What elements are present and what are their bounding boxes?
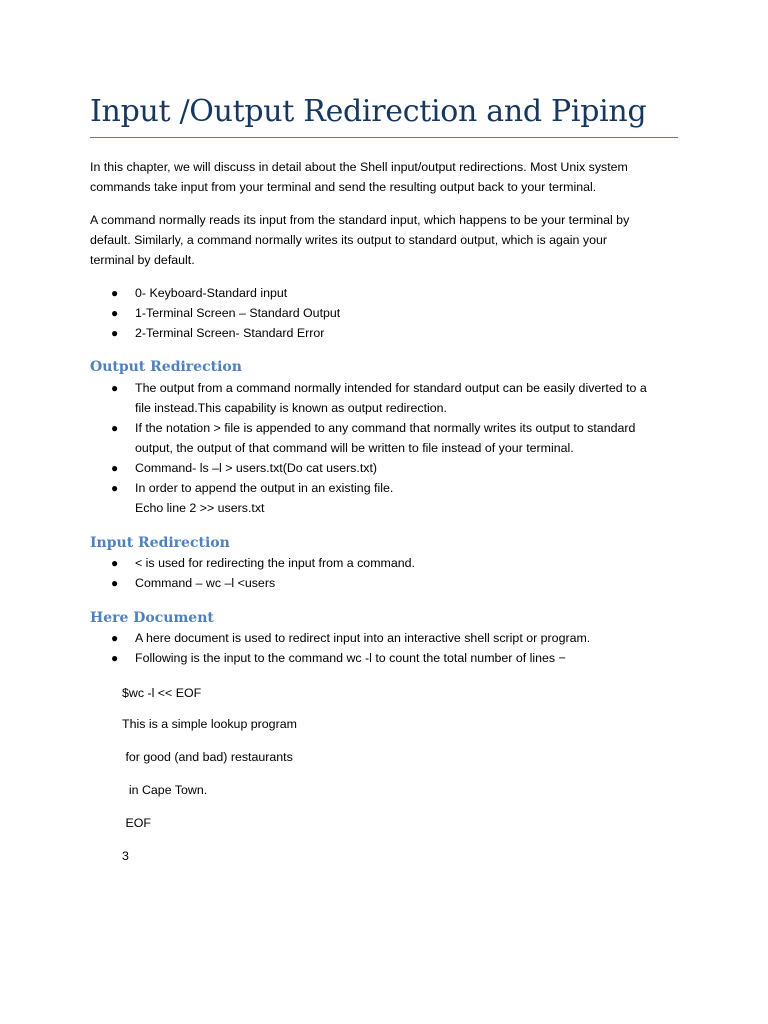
- list-item-text: The output from a command normally intended for standard output can be easily diverted to a: [135, 381, 647, 395]
- list-item: [90, 303, 680, 323]
- list-item: [90, 628, 680, 648]
- list-item: [90, 458, 680, 478]
- bullet-icon: ●: [111, 631, 119, 645]
- intro-paragraph-1: [90, 157, 670, 197]
- bullet-icon: ●: [111, 326, 119, 340]
- output-redirection-list: [90, 378, 680, 518]
- bullet-icon: ●: [111, 381, 119, 395]
- list-item: [90, 648, 680, 668]
- list-item-text: A here document is used to redirect input into an interactive shell script or program.: [135, 631, 591, 645]
- section-heading-here-document: Here Document: [90, 610, 214, 626]
- section-heading-input-redirection: Input Redirection: [90, 535, 230, 551]
- stream-list: [90, 283, 680, 343]
- intro-paragraph-2-line: terminal by default.: [90, 253, 195, 267]
- list-item: [90, 553, 680, 573]
- list-item-text: Command- ls –l > users.txt(Do cat users.txt): [135, 461, 378, 475]
- bullet-icon: ●: [111, 306, 119, 320]
- intro-paragraph-2-line: A command normally reads its input from the standard input, which happens to be your terminal by: [90, 213, 630, 227]
- title-underline: [90, 137, 678, 138]
- code-line: This is a simple lookup program: [122, 717, 297, 731]
- list-item-text: Following is the input to the command wc -l to count the total number of lines −: [135, 651, 566, 665]
- list-item: [90, 478, 680, 518]
- bullet-icon: ●: [111, 461, 119, 475]
- bullet-icon: ●: [111, 651, 119, 665]
- list-item-text: Echo line 2 >> users.txt: [135, 501, 265, 515]
- code-line: for good (and bad) restaurants: [122, 750, 293, 764]
- list-item-text: < is used for redirecting the input from a command.: [135, 556, 415, 570]
- code-line: 3: [122, 849, 129, 863]
- bullet-icon: ●: [111, 421, 119, 435]
- input-redirection-list: [90, 553, 680, 593]
- bullet-icon: ●: [111, 576, 119, 590]
- intro-paragraph-2-line: default. Similarly, a command normally writes its output to standard output, which is again your: [90, 233, 607, 247]
- here-document-list: [90, 628, 680, 668]
- list-item: [90, 378, 680, 418]
- list-item: [90, 418, 680, 458]
- bullet-icon: ●: [111, 481, 119, 495]
- code-line: in Cape Town.: [122, 783, 208, 797]
- list-item-text: file instead.This capability is known as output redirection.: [135, 401, 447, 415]
- code-line: $wc -l << EOF: [122, 686, 202, 700]
- page-title: Input /Output Redirection and Piping: [90, 94, 647, 129]
- list-item: [90, 323, 680, 343]
- bullet-icon: ●: [111, 556, 119, 570]
- intro-paragraph-1-line: In this chapter, we will discuss in detail about the Shell input/output redirections. Most Unix system: [90, 160, 628, 174]
- list-item: [90, 283, 680, 303]
- list-item-text: 2-Terminal Screen- Standard Error: [135, 326, 325, 340]
- bullet-icon: ●: [111, 286, 119, 300]
- list-item-text: output, the output of that command will be written to file instead of your terminal.: [135, 441, 574, 455]
- list-item-text: Command – wc –l <users: [135, 576, 276, 590]
- intro-paragraph-2: [90, 210, 670, 270]
- list-item-text: In order to append the output in an existing file.: [135, 481, 394, 495]
- list-item: [90, 573, 680, 593]
- section-heading-output-redirection: Output Redirection: [90, 359, 242, 375]
- intro-paragraph-1-line: commands take input from your terminal and send the resulting output back to your terminal.: [90, 180, 597, 194]
- list-item-text: 1-Terminal Screen – Standard Output: [135, 306, 341, 320]
- code-line: EOF: [122, 816, 151, 830]
- list-item-text: 0- Keyboard-Standard input: [135, 286, 288, 300]
- list-item-text: If the notation > file is appended to any command that normally writes its output to standard: [135, 421, 636, 435]
